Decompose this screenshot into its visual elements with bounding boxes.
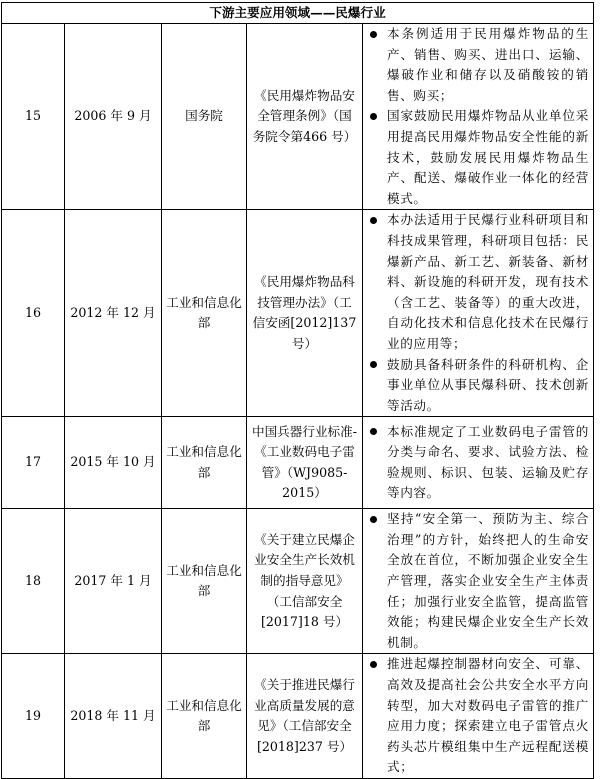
table-title: 下游主要应用领域——民爆行业 <box>2 3 594 24</box>
bullet-list <box>367 210 589 416</box>
row-number: 17 <box>2 417 65 509</box>
bullet-text: 本条例适用于民用爆炸物品的生产、销售、购买、进出口、运输、爆破作业和储存以及硝酸铵的销售、购买； <box>387 26 589 103</box>
row-description <box>363 210 594 417</box>
row-description <box>363 417 594 509</box>
table-header-row <box>2 3 594 24</box>
row-date: 2015 年 10 月 <box>65 417 162 509</box>
row-number: 16 <box>2 210 65 417</box>
row-issuer: 工业和信息化部 <box>162 210 247 417</box>
row-number: 19 <box>2 654 65 779</box>
bullet-item <box>367 210 589 354</box>
row-document <box>247 417 363 509</box>
row-description <box>363 654 594 779</box>
bullet-icon <box>370 31 377 38</box>
bullet-icon <box>370 661 377 668</box>
row-document <box>247 509 363 654</box>
row-description <box>363 24 594 210</box>
bullet-icon <box>370 516 377 523</box>
row-issuer: 工业和信息化部 <box>162 417 247 509</box>
bullet-text: 本标准规定了工业数码电子雷管的分类与命名、要求、试验方法、检验规则、标识、包装、运输及贮存等内容。 <box>387 423 589 501</box>
row-document <box>247 654 363 779</box>
document-title: 《关于推进民爆行业高质量发展的意见》（工信部安全[2018]237 号） <box>254 677 355 754</box>
row-date: 2006 年 9 月 <box>65 24 162 210</box>
row-number: 15 <box>2 24 65 210</box>
bullet-icon <box>370 361 377 368</box>
bullet-item <box>367 106 589 209</box>
document-title: 《民用爆炸物品科技管理办法》（工信安函[2012]137 号） <box>252 274 357 351</box>
row-document <box>247 24 363 210</box>
document-title: 中国兵器行业标准-《工业数码电子雷管》（WJ9085-2015） <box>251 423 357 501</box>
bullet-item <box>367 654 589 778</box>
document-title: 《关于建立民爆企业安全生产长效机制的指导意见》（工信部安全[2017]18 号） <box>254 531 355 630</box>
bullet-item <box>367 24 589 106</box>
row-issuer: 工业和信息化部 <box>162 654 247 779</box>
row-date: 2012 年 12 月 <box>65 210 162 417</box>
bullet-icon <box>370 217 377 224</box>
bullet-icon <box>370 113 377 120</box>
row-description <box>363 509 594 654</box>
bullet-item <box>367 422 589 504</box>
row-date: 2018 年 11 月 <box>65 654 162 779</box>
bullet-list <box>367 509 589 653</box>
table-row <box>2 417 594 509</box>
bullet-list <box>367 24 589 209</box>
bullet-item <box>367 509 589 653</box>
table-row <box>2 24 594 210</box>
regulation-table <box>1 2 594 779</box>
bullet-icon <box>370 428 377 435</box>
bullet-text: 国家鼓励民用爆炸物品从业单位采用提高民用爆炸物品安全性能的新技术，鼓励发展民用爆炸物品生产、配送、爆破作业一体化的经营模式。 <box>387 108 589 206</box>
row-document <box>247 210 363 417</box>
bullet-list <box>367 422 589 504</box>
bullet-text: 本办法适用于民爆行业科研项目和科技成果管理，科研项目包括：民爆新产品、新工艺、新装备、新材料、新设施的科研开发，现有技术（含工艺、装备等）的重大改进，自动化技术和信息化技术在民爆行业的应用等； <box>387 212 589 351</box>
row-issuer: 国务院 <box>162 24 247 210</box>
row-number: 18 <box>2 509 65 654</box>
bullet-list <box>367 654 589 778</box>
table-row <box>2 509 594 654</box>
row-date: 2017 年 1 月 <box>65 509 162 654</box>
table-row <box>2 210 594 417</box>
table-row <box>2 654 594 779</box>
row-issuer: 工业和信息化部 <box>162 509 247 654</box>
bullet-item <box>367 355 589 417</box>
document-title: 《民用爆炸物品安全管理条例》（国务院令第466 号） <box>252 87 357 144</box>
bullet-text: 鼓励具备科研条件的科研机构、企事业单位从事民爆科研、技术创新等活动。 <box>387 356 589 413</box>
bullet-text: 推进起爆控制器材向安全、可靠、高效及提高社会公共安全水平方向转型，加大对数码电子雷管的推广应用力度；探索建立电子雷管点火药头芯片模组集中生产远程配送模式； <box>387 656 589 775</box>
bullet-text: 坚持“安全第一、预防为主、综合治理”的方针，始终把人的生命安全放在首位，不断加强企业安全生产管理，落实企业安全生产主体责任；加强行业安全监管，提高监管效能；构建民爆企业安全生产长效机制。 <box>387 511 589 650</box>
